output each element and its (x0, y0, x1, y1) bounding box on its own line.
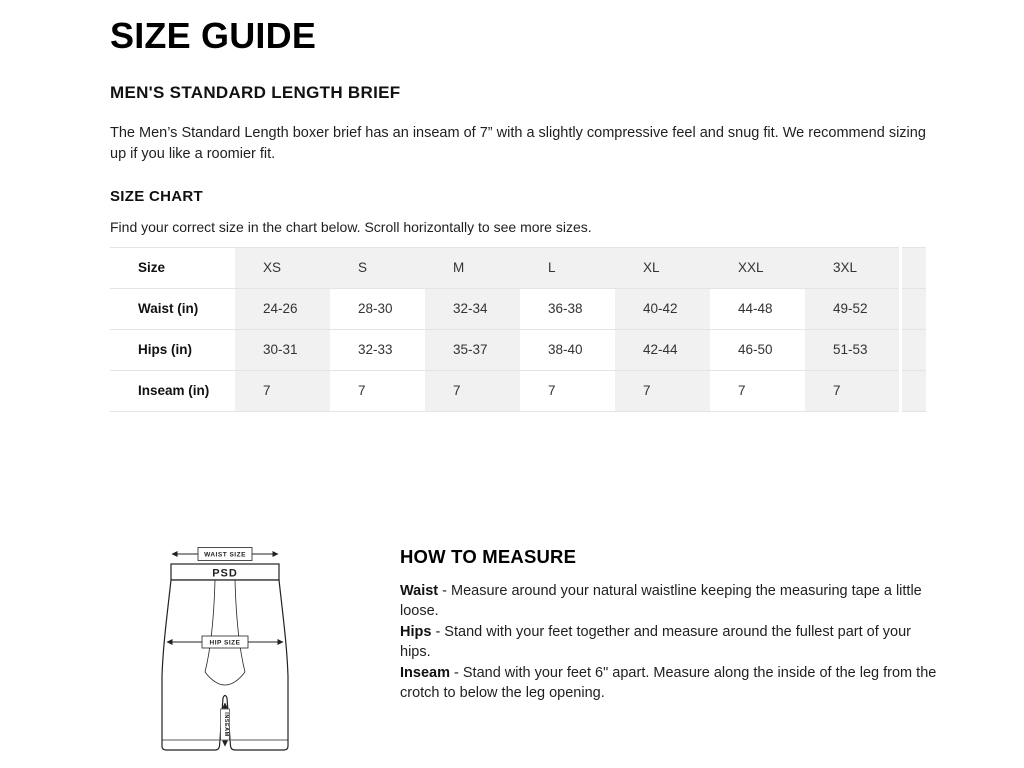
size-table-cell: 51-53 (805, 329, 900, 370)
product-description: The Men’s Standard Length boxer brief has an inseam of 7” with a slightly compressive feel and snug fit. We recommend sizing up if you like a roomier fit. (110, 124, 926, 162)
waist-size-arrow (172, 547, 278, 560)
size-table-cell: 7 (425, 370, 520, 411)
size-table-header-cell: S (330, 247, 425, 288)
size-table-row-label: Hips (in) (110, 329, 235, 370)
size-table-row (110, 370, 926, 411)
measure-term-waist: Waist (400, 582, 439, 599)
measure-term-hips: Hips (400, 623, 432, 640)
size-table-row (110, 329, 926, 370)
size-table-cell: 32-33 (330, 329, 425, 370)
how-to-measure-section (110, 546, 1024, 758)
size-table-cell: 38-40 (520, 329, 615, 370)
waist-size-label: WAIST SIZE (204, 551, 246, 559)
size-table-header-cell-clipped (900, 247, 926, 288)
page-title: SIZE GUIDE (110, 15, 317, 56)
size-table-cell: 42-44 (615, 329, 710, 370)
size-table-cell: 24-26 (235, 288, 330, 329)
size-table-cell: 7 (710, 370, 805, 411)
size-table-cell: 7 (805, 370, 900, 411)
size-table-header-cell: Size (110, 247, 235, 288)
size-table-cell: 28-30 (330, 288, 425, 329)
measure-item-inseam (400, 663, 940, 704)
size-table-cell: 35-37 (425, 329, 520, 370)
size-table-body (110, 288, 926, 411)
size-table-header-cell: XS (235, 247, 330, 288)
measure-item-waist (400, 581, 940, 622)
boxer-brief-illustration (155, 546, 295, 758)
inseam-arrow (221, 703, 230, 746)
size-table-cell: 44-48 (710, 288, 805, 329)
measure-term-inseam: Inseam (400, 664, 450, 681)
size-table-head (110, 247, 926, 288)
size-table-cell: 46-50 (710, 329, 805, 370)
brand-logo: PSD (212, 567, 238, 580)
size-table-header-cell: XXL (710, 247, 805, 288)
product-heading: MEN'S STANDARD LENGTH BRIEF (110, 82, 401, 102)
size-table-cell: 40-42 (615, 288, 710, 329)
size-table-cell: 7 (235, 370, 330, 411)
measure-text-waist: - Measure around your natural waistline keeping the measuring tape a little loose. (400, 582, 922, 620)
measure-item-hips (400, 622, 940, 663)
hip-size-label: HIP SIZE (209, 639, 241, 647)
size-table-cell: 49-52 (805, 288, 900, 329)
size-table-header-cell: L (520, 247, 615, 288)
size-table (110, 247, 926, 412)
size-table-header-cell: 3XL (805, 247, 900, 288)
size-table-cell: 32-34 (425, 288, 520, 329)
boxer-brief-diagram (155, 546, 295, 758)
size-table-row (110, 288, 926, 329)
size-table-row-label: Waist (in) (110, 288, 235, 329)
size-table-header-cell: M (425, 247, 520, 288)
measure-text-inseam: - Stand with your feet 6" apart. Measure along the inside of the leg from the crotch to below the leg opening. (400, 664, 937, 702)
size-table-head-row (110, 247, 926, 288)
size-table-cell: 36-38 (520, 288, 615, 329)
size-chart-instructions: Find your correct size in the chart below. Scroll horizontally to see more sizes. (110, 218, 592, 235)
size-table-cell: 7 (330, 370, 425, 411)
inseam-label: INSEAM (223, 711, 229, 737)
size-table-scroll-area[interactable] (110, 247, 926, 412)
how-to-measure-text (400, 546, 940, 704)
size-table-header-cell: XL (615, 247, 710, 288)
size-table-row-label: Inseam (in) (110, 370, 235, 411)
size-table-cell: 7 (520, 370, 615, 411)
measure-text-hips: - Stand with your feet together and measure around the fullest part of your hips. (400, 623, 912, 661)
size-chart-heading: SIZE CHART (110, 187, 203, 205)
size-table-cell: 30-31 (235, 329, 330, 370)
size-table-cell-clipped (900, 288, 926, 329)
size-table-cell: 7 (615, 370, 710, 411)
how-to-measure-heading: HOW TO MEASURE (400, 545, 577, 567)
measure-items (400, 581, 940, 704)
size-table-cell-clipped (900, 370, 926, 411)
size-table-cell-clipped (900, 329, 926, 370)
